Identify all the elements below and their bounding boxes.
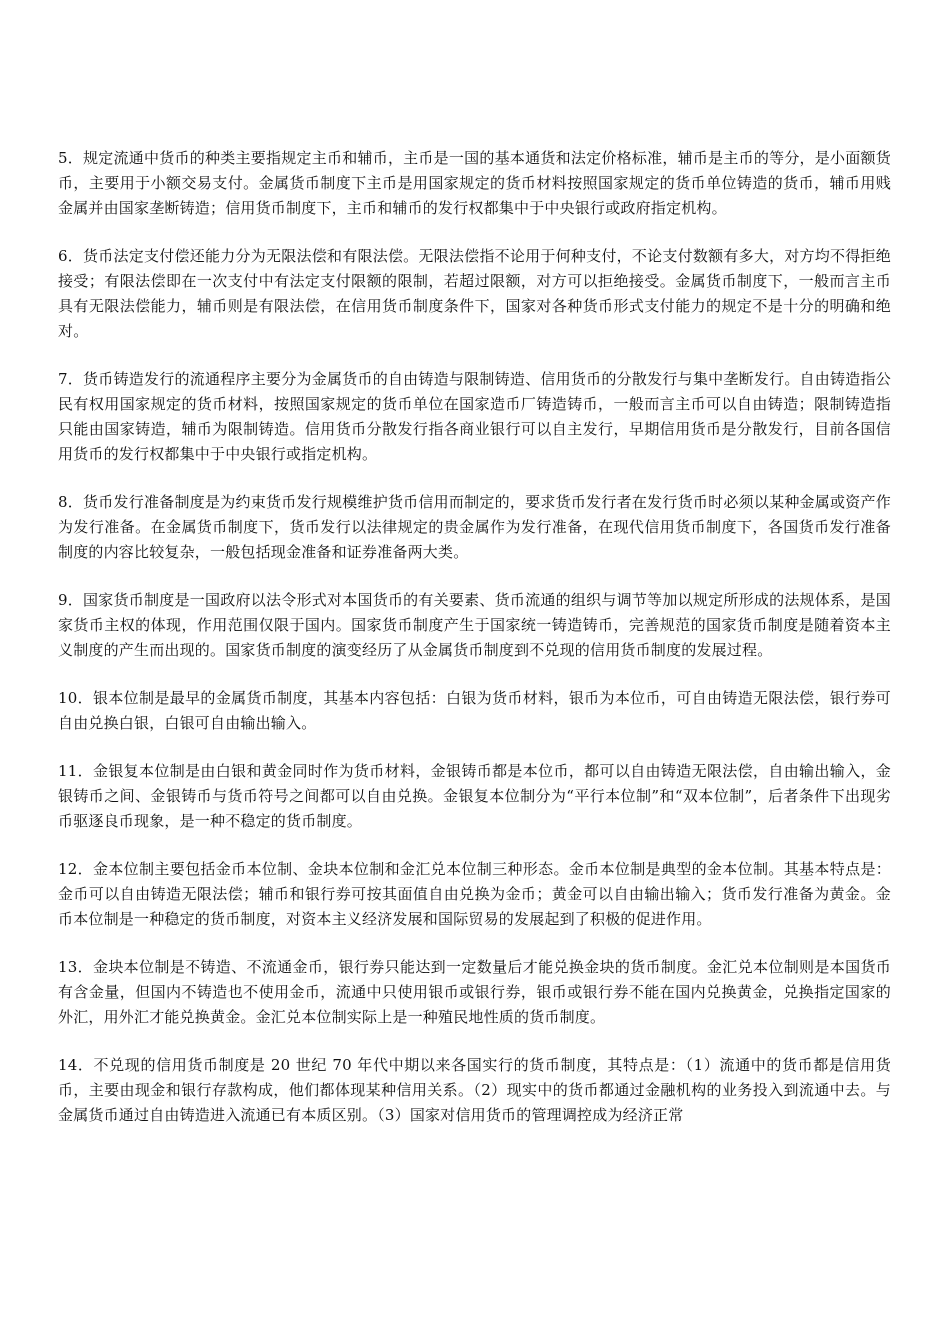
paragraph-8: 8．货币发行准备制度是为约束货币发行规模维护货币信用而制定的，要求货币发行者在发行货币时必须以某种金属或资产作为发行准备。在金属货币制度下，货币发行以法律规定的贵金属作为发行准备，在现代信用货币制度下，各国货币发行准备制度的内容比较复杂，一般包括现金准备和证券准备两大类。 bbox=[58, 493, 891, 561]
paragraph-6: 6．货币法定支付偿还能力分为无限法偿和有限法偿。无限法偿指不论用于何种支付，不论支付数额有多大，对方均不得拒绝接受；有限法偿即在一次支付中有法定支付限额的限制，若超过限额，对方可以拒绝接受。金属货币制度下，一般而言主币具有无限法偿能力，辅币则是有限法偿，在信用货币制度条件下，国家对各种货币形式支付能力的规定不是十分的明确和绝对。 bbox=[58, 247, 891, 340]
paragraph-12: 12．金本位制主要包括金币本位制、金块本位制和金汇兑本位制三种形态。金币本位制是典型的金本位制。其基本特点是：金币可以自由铸造无限法偿；辅币和银行券可按其面值自由兑换为金币；黄金可以自由输出输入；货币发行准备为黄金。金币本位制是一种稳定的货币制度，对资本主义经济发展和国际贸易的发展起到了积极的促进作用。 bbox=[58, 860, 891, 928]
paragraph-9: 9．国家货币制度是一国政府以法令形式对本国货币的有关要素、货币流通的组织与调节等加以规定所形成的法规体系，是国家货币主权的体现，作用范围仅限于国内。国家货币制度产生于国家统一铸造铸币，完善规范的国家货币制度是随着资本主义制度的产生而出现的。国家货币制度的演变经历了从金属货币制度到不兑现的信用货币制度的发展过程。 bbox=[58, 591, 891, 659]
paragraph-10: 10．银本位制是最早的金属货币制度，其基本内容包括：白银为货币材料，银币为本位币，可自由铸造无限法偿，银行券可自由兑换白银，白银可自由输出输入。 bbox=[58, 689, 891, 732]
paragraph-5: 5．规定流通中货币的种类主要指规定主币和辅币，主币是一国的基本通货和法定价格标准，辅币是主币的等分，是小面额货币，主要用于小额交易支付。金属货币制度下主币是用国家规定的货币材料按照国家规定的货币单位铸造的货币，辅币用贱金属并由国家垄断铸造；信用货币制度下，主币和辅币的发行权都集中于中央银行或政府指定机构。 bbox=[58, 149, 891, 217]
paragraph-13: 13．金块本位制是不铸造、不流通金币，银行券只能达到一定数量后才能兑换金块的货币制度。金汇兑本位制则是本国货币有含金量，但国内不铸造也不使用金币，流通中只使用银币或银行券，银币或银行券不能在国内兑换黄金，兑换指定国家的外汇，用外汇才能兑换黄金。金汇兑本位制实际上是一种殖民地性质的货币制度。 bbox=[58, 958, 891, 1026]
paragraph-14: 14．不兑现的信用货币制度是 20 世纪 70 年代中期以来各国实行的货币制度，其特点是：（1）流通中的货币都是信用货币，主要由现金和银行存款构成，他们都体现某种信用关系。（2）现实中的货币都通过金融机构的业务投入到流通中去。与金属货币通过自由铸造进入流通已有本质区别。（3）国家对信用货币的管理调控成为经济正常 bbox=[58, 1056, 891, 1124]
paragraph-7: 7．货币铸造发行的流通程序主要分为金属货币的自由铸造与限制铸造、信用货币的分散发行与集中垄断发行。自由铸造指公民有权用国家规定的货币材料，按照国家规定的货币单位在国家造币厂铸造铸币，一般而言主币可以自由铸造；限制铸造指只能由国家铸造，辅币为限制铸造。信用货币分散发行指各商业银行可以自主发行，早期信用货币是分散发行，目前各国信用货币的发行权都集中于中央银行或指定机构。 bbox=[58, 370, 891, 463]
document-body bbox=[58, 146, 891, 1151]
paragraph-11: 11．金银复本位制是由白银和黄金同时作为货币材料，金银铸币都是本位币，都可以自由铸造无限法偿，自由输出输入，金银铸币之间、金银铸币与货币符号之间都可以自由兑换。金银复本位制分为“平行本位制”和“双本位制”，后者条件下出现劣币驱逐良币现象，是一种不稳定的货币制度。 bbox=[58, 762, 891, 830]
